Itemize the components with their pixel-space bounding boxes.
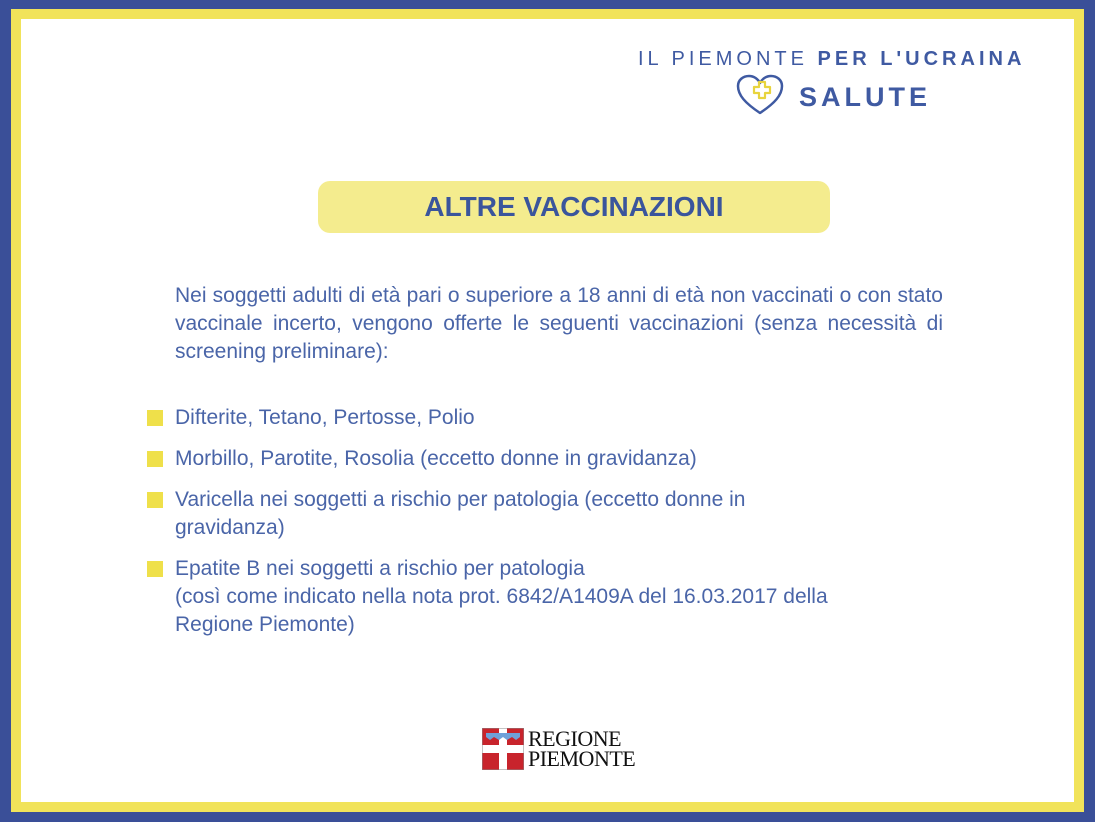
bullet-square-icon (147, 561, 163, 577)
list-item (147, 555, 947, 639)
brand-salute (735, 75, 931, 119)
brand-line1-bold: PER L'UCRAINA (817, 48, 1026, 70)
bullet-square-icon (147, 410, 163, 426)
bullet-square-icon (147, 451, 163, 467)
brand-line1-light: IL PIEMONTE (638, 48, 818, 70)
list-item (147, 404, 947, 432)
regione-piemonte-logo (482, 727, 635, 771)
heart-with-cross-icon (735, 73, 785, 122)
logo-text (528, 726, 636, 771)
slide (21, 19, 1074, 802)
logo-line2: PIEMONTE (528, 746, 636, 771)
list-item-text: Varicella nei soggetti a rischio per patologia (eccetto donne in gravidanza) (175, 488, 746, 539)
list-item (147, 486, 947, 542)
page-title: ALTRE VACCINAZIONI (424, 191, 724, 222)
logo-line1: REGIONE (528, 726, 622, 751)
brand-salute-text: SALUTE (799, 81, 931, 112)
list-item-text: Epatite B nei soggetti a rischio per patologia (così come indicato nella nota prot. 6842/A1409A del 16.03.2017 della Regione Piemonte) (175, 557, 828, 636)
brand-header (638, 48, 1038, 71)
title-banner (318, 181, 830, 233)
regione-piemonte-shield-icon (482, 728, 524, 770)
vaccine-list (147, 404, 947, 652)
bullet-square-icon (147, 492, 163, 508)
intro-paragraph: Nei soggetti adulti di età pari o superiore a 18 anni di età non vaccinati o con stato vaccinale incerto, vengono offerte le seguenti vaccinazioni (senza necessità di screening preliminare): (175, 284, 943, 363)
list-item-text: Difterite, Tetano, Pertosse, Polio (175, 406, 475, 429)
list-item-text: Morbillo, Parotite, Rosolia (eccetto donne in gravidanza) (175, 447, 697, 470)
list-item (147, 445, 947, 473)
